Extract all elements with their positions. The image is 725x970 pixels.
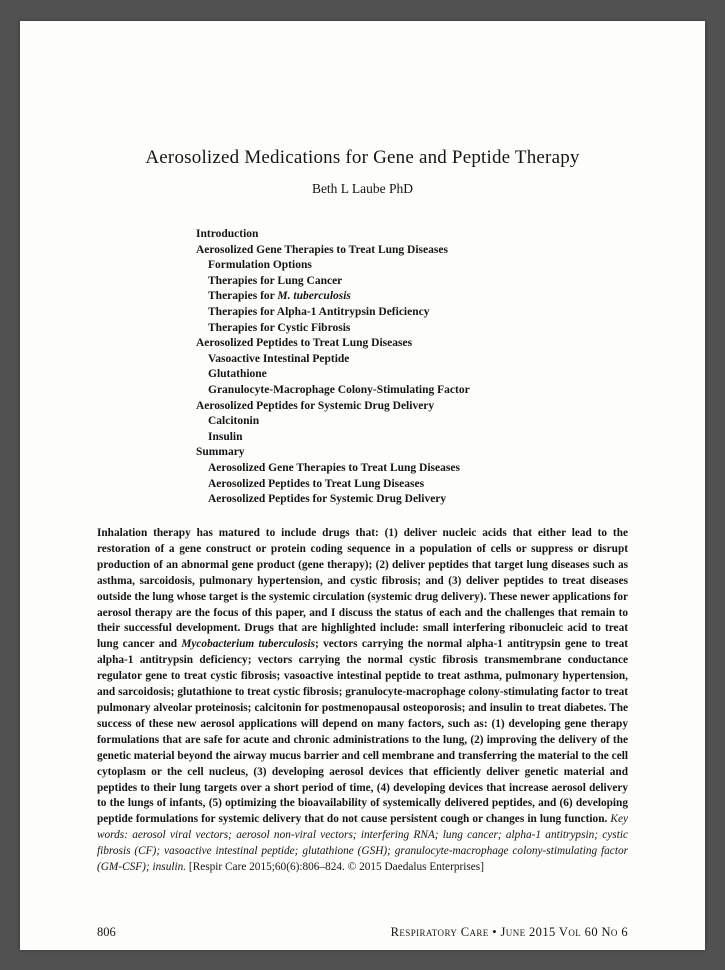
toc-item-formulation-options: Formulation Options (208, 259, 312, 272)
toc-item-summary-gene: Aerosolized Gene Therapies to Treat Lung Diseases (208, 461, 460, 474)
toc-item-text: Therapies for (208, 290, 278, 303)
abstract-body-text: Inhalation therapy has matured to include drugs that: (1) deliver nucleic acids that either lead to the restoration of a gene construct or protein coding sequence in a population of cells or suppress or disrupt production of an abnormal gene product (gene therapy); (2) deliver peptides that target lung diseases such as asthma, sarcoidosis, pulmonary hypertension, and cystic fibrosis; and (3) deliver peptides to treat diseases outside the lung whose target is the systemic circulation (systemic drug delivery). These newer applications for aerosol therapy are the focus of this paper, and I discuss the status of each and the challenges that remain to their successful development. Drugs that are highlighted include: small interfering ribonucleic acid to treat lung cancer and (97, 527, 628, 651)
toc-item-systemic-delivery: Aerosolized Peptides for Systemic Drug Delivery (196, 399, 435, 412)
toc-item-lung-cancer: Therapies for Lung Cancer (208, 274, 343, 287)
toc-item-insulin: Insulin (208, 430, 243, 443)
abstract-paragraph (97, 526, 628, 876)
toc-item-peptides-lung: Aerosolized Peptides to Treat Lung Diseases (196, 337, 413, 350)
article-title: Aerosolized Medications for Gene and Peptide Therapy (145, 147, 580, 168)
toc-item-summary-systemic: Aerosolized Peptides for Systemic Drug Delivery (208, 493, 447, 506)
abstract-body-text: ; vectors carrying the normal alpha-1 antitrypsin gene to treat alpha-1 antitrypsin deficiency; vectors carrying the normal cystic fibrosis transmembrane conductance regulator gene to treat cystic fibrosis; vasoactive intestinal peptide to treat asthma, pulmonary hypertension, and sarcoidosis; glutathione to treat cystic fibrosis; granulocyte-macrophage colony-stimulating factor to treat pulmonary alveolar proteinosis; calcitonin for postmenopausal osteoporosis; and insulin to treat diabetes. The success of these new aerosol applications will depend on many factors, such as: (1) developing gene therapy formulations that are safe for acute and chronic administrations to the lung, (2) improving the delivery of the genetic material beyond the airway mucus barrier and cell membrane and transferring the material to the cell cytoplasm or the cell nucleus, (3) developing aerosol devices that efficiently deliver genetic material and peptides to their lung targets over a short period of time, (4) developing devices that increase aerosol delivery to the lungs of infants, (5) optimizing the bioavailability of systemically delivered peptides, and (6) developing peptide formulations for systemic delivery that do not cause persistent cough or changes in lung function. (97, 638, 628, 826)
toc-item-calcitonin: Calcitonin (208, 415, 260, 428)
toc-item-gmcsf: Granulocyte-Macrophage Colony-Stimulating Factor (208, 383, 470, 396)
toc-item-summary-peptides-lung: Aerosolized Peptides to Treat Lung Diseases (208, 477, 425, 490)
toc-item-cystic-fibrosis: Therapies for Cystic Fibrosis (208, 321, 351, 334)
toc-item-vip: Vasoactive Intestinal Peptide (208, 352, 350, 365)
abstract-citation: [Respir Care 2015;60(6):806–824. © 2015 Daedalus Enterprises] (186, 861, 484, 874)
toc-item-summary: Summary (196, 446, 245, 459)
toc-item-glutathione: Glutathione (208, 368, 267, 381)
page-number: 806 (97, 925, 116, 939)
toc-item-gene-therapies: Aerosolized Gene Therapies to Treat Lung Diseases (196, 243, 448, 256)
document-page (20, 21, 705, 950)
abstract-keywords: Key words: aerosol viral vectors; aerosol non-viral vectors; interfering RNA; lung cancer; alpha-1 antitrypsin; cystic fibrosis (CF); vasoactive intestinal peptide; glutathione (GSH); granulocyte-macrophage colony-stimulating factor (GM-CSF); insulin. (97, 813, 628, 874)
toc-item-species-italic: M. tuberculosis (277, 290, 351, 303)
page-footer (97, 925, 628, 940)
abstract-species-italic: Mycobacterium tuberculosis (181, 638, 315, 651)
toc-item-tuberculosis (196, 289, 470, 305)
toc-item-antitrypsin: Therapies for Alpha-1 Antitrypsin Deficiency (208, 305, 430, 318)
table-of-contents (196, 227, 470, 508)
article-author: Beth L Laube PhD (311, 181, 414, 196)
journal-line: Respiratory Care • June 2015 Vol 60 No 6 (390, 925, 628, 939)
toc-item-introduction: Introduction (196, 228, 259, 240)
